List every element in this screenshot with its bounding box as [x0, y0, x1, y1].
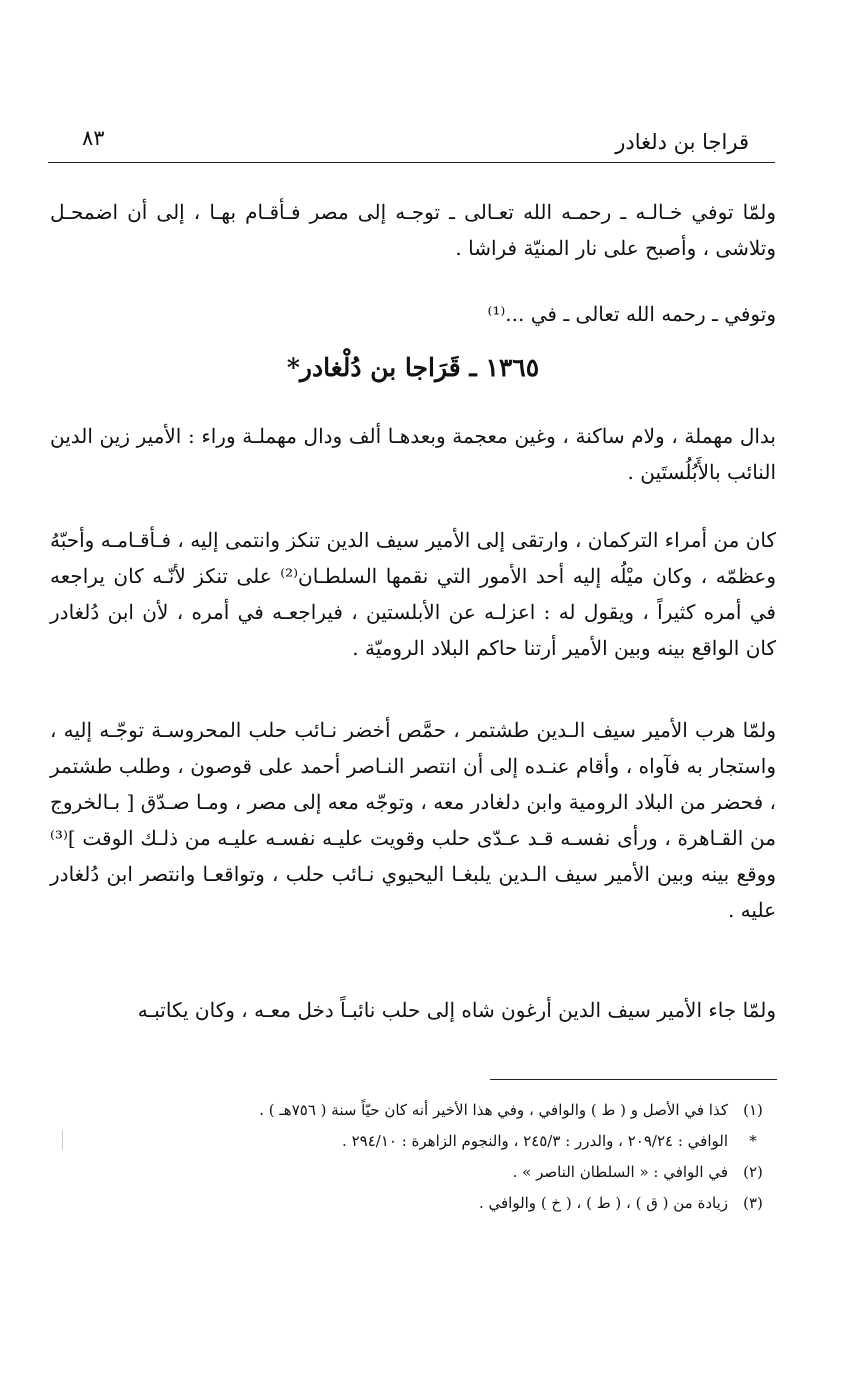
paragraph-arghun-shah: ولمّا جاء الأمير سيف الدين أرغون شاه إلى حلب نائبـاً دخل معـه ، وكان يكاتبـه	[137, 998, 776, 1022]
paragraph-tashtamur: ولمّا هرب الأمير سيف الـدين طشتمر ، حمَّص أخضر نـائب حلب المحروسـة توجّـه إليه ، واستجار به فآواه ، وأقام عنـده إلى أن انتصر النـاصر أحمد على قوصون ، وطلب طشتمر ، فحضر من البلاد الرومية وابن دلغادر معه ، وتوجّه معه إلى مصر ، ومـا صـدّق [ بـالخروج من القـاهرة ، ورأى نفسـه قـد عـدّى حلب وقويت عليـه نفسـه عليـه من ذلـك الوقت ]⁽³⁾ ووقع بينه وبين الأمير سيف الـدين يلبغـا اليحيوي نـائب حلب ، وتواقعـا وانتصر ابن دُلغادر عليه .	[50, 718, 776, 922]
footnote	[50, 1157, 778, 1188]
paragraph-previous-entry-end: ولمّا توفي خـالـه ـ رحمـه الله تعـالى ـ توجـه إلى مصر فـأقـام بهـا ، إلى أن اضمحـل وتلاشى ، وأصبح على نار المنيّة فراشا .	[50, 200, 776, 260]
footnote-separator	[490, 1079, 777, 1080]
footnote-text: زيادة من ( ق ) ، ( ط ) ، ( خ ) والوافي .	[478, 1194, 728, 1212]
paragraph-name-spelling: بدال مهملة ، ولام ساكنة ، وغين معجمة وبعدهـا ألف ودال مهملـة وراء : الأمير زين الدين النائب بالأَبُلُستَين .	[50, 424, 776, 484]
footnote-text: كذا في الأصل و ( ط ) والوافي ، وفي هذا الأخير أنه كان حيّاً سنة ( ٧٥٦هـ ) .	[259, 1101, 728, 1119]
footnote-text: في الوافي : « السلطان الناصر » .	[512, 1163, 728, 1181]
running-head-title: قراجا بن دلغادر	[615, 130, 749, 154]
footnote	[50, 1126, 778, 1157]
entry-heading: ١٣٦٥ ـ قَرَاجا بن دُلْغادر*	[286, 353, 540, 382]
footnote	[50, 1188, 778, 1219]
paragraph-death-note: وتوفي ـ رحمه الله تعالى ـ في ...⁽¹⁾	[487, 302, 776, 326]
footnote	[50, 1095, 778, 1126]
footnote-mark: (٢)	[743, 1163, 763, 1181]
footnote-mark: (٣)	[743, 1194, 763, 1212]
scan-edge-mark	[62, 1130, 63, 1150]
footnote-mark: (١)	[743, 1101, 763, 1119]
footnote-mark: *	[749, 1132, 757, 1150]
running-head	[48, 126, 775, 163]
footnotes	[50, 1095, 778, 1219]
page-number: ٨٣	[82, 126, 105, 150]
footnote-text: الوافي : ٢٠٩/٢٤ ، والدرر : ٢٤٥/٣ ، والنجوم الزاهرة : ٢٩٤/١٠ .	[342, 1132, 728, 1150]
paragraph-biography: كان من أمراء التركمان ، وارتقى إلى الأمير سيف الدين تنكز وانتمى إليه ، فـأقـامـه وأحبّهُ وعظمّه ، وكان ميْلُه إليه أحد الأمور التي نقمها السلطـان⁽²⁾ على تنكز لأنّـه كان يراجعه في أمره كثيراً ، ويقول له : اعزلـه عن الأبلستين ، فيراجعـه في أمره ، لأن ابن دُلغادر كان الواقع بينه وبين الأمير أرتنا حاكم البلاد الروميّة .	[50, 528, 776, 660]
